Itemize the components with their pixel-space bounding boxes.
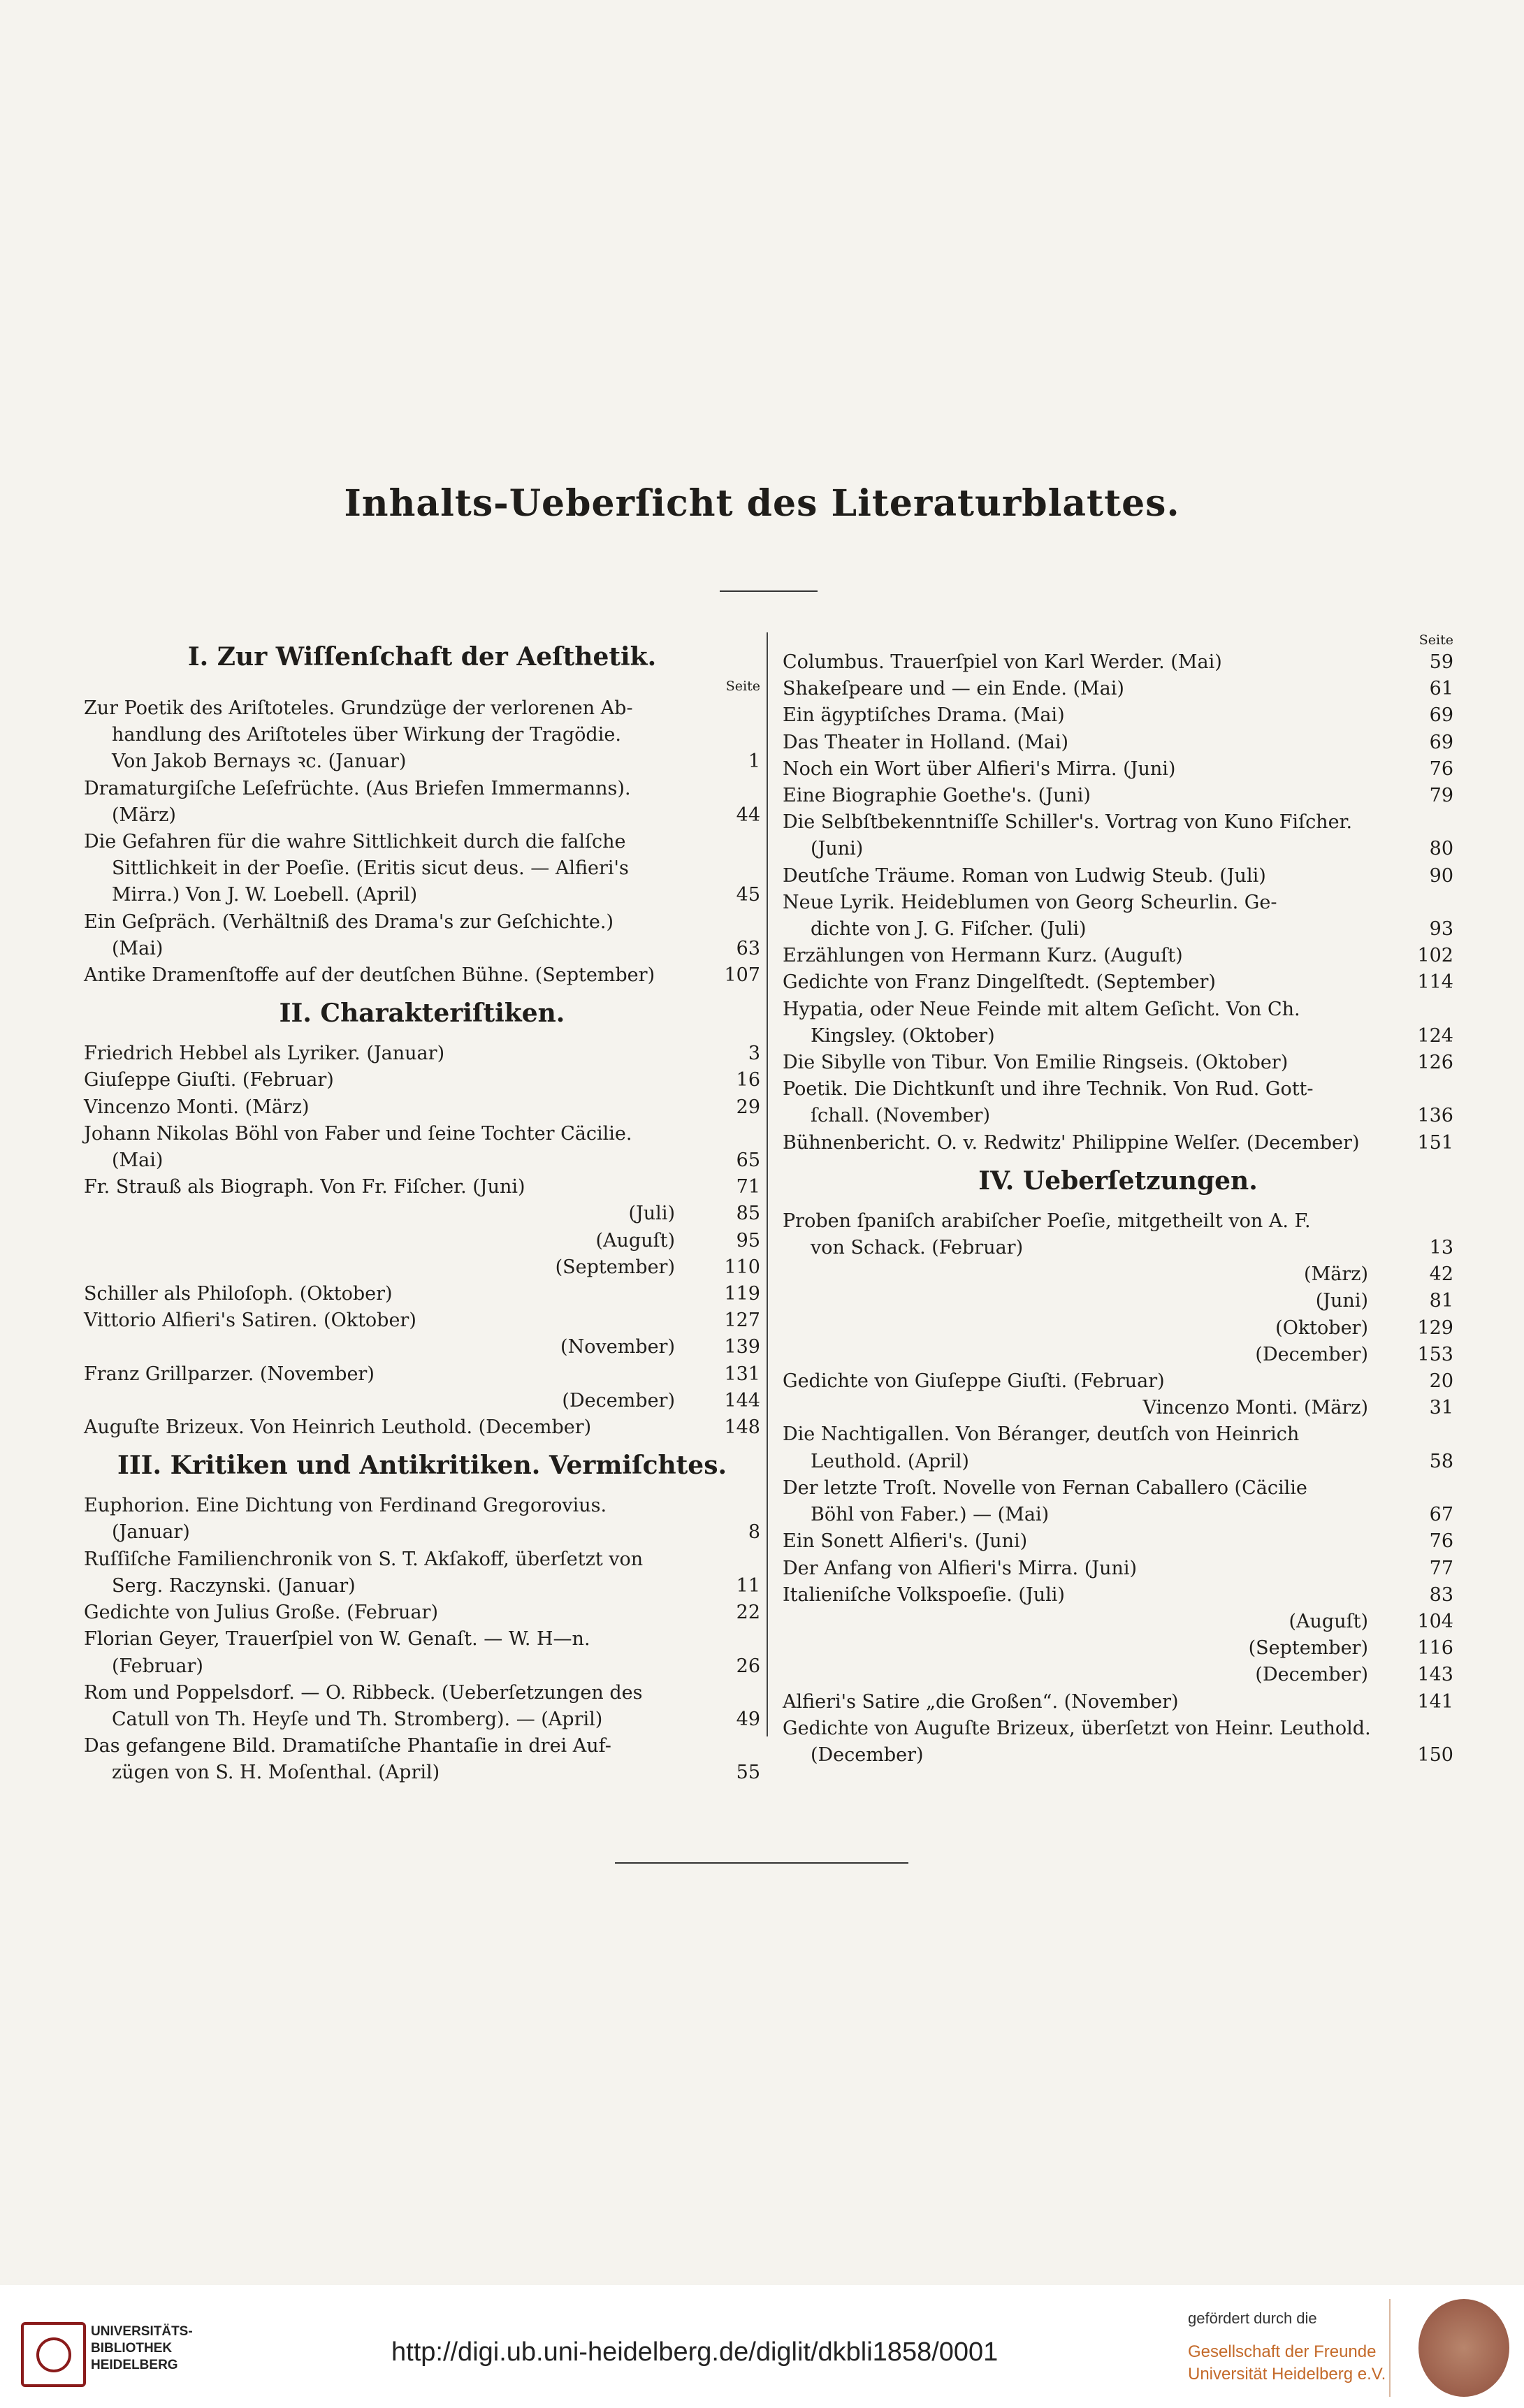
toc-entry-text: Die Nachtigallen. Von Béranger, deutſch von Heinrich <box>783 1423 1300 1446</box>
toc-entry-text: Vincenzo Monti. (März) <box>84 1096 310 1118</box>
toc-page-number: 102 <box>1417 945 1453 967</box>
toc-entry-text: Deutſche Träume. Roman von Ludwig Steub. (Juli) <box>783 864 1266 887</box>
toc-entry <box>783 783 1453 809</box>
toc-entry-text: (Juli) <box>628 1203 675 1225</box>
toc-entry-text: (November) <box>560 1336 675 1358</box>
toc-page-number: 71 <box>736 1176 760 1198</box>
toc-entry <box>84 1626 760 1679</box>
toc-entry-text: Schiller als Philoſoph. (Oktober) <box>84 1283 393 1305</box>
toc-entry <box>84 1174 760 1201</box>
toc-entry-text: Hypatia, oder Neue Feinde mit altem Geſicht. Von Ch. <box>783 998 1300 1020</box>
toc-page-number: 13 <box>1429 1237 1453 1259</box>
toc-entry-text: Dramaturgiſche Leſefrüchte. (Aus Briefen Immermanns). <box>84 777 631 799</box>
toc-page-number: 26 <box>736 1655 760 1677</box>
toc-entry-text: dichte von J. G. Fiſcher. (Juli) <box>811 918 1087 941</box>
toc-entry <box>783 1130 1453 1156</box>
toc-page-number: 124 <box>1417 1024 1453 1047</box>
toc-entry <box>783 1288 1453 1314</box>
toc-entry-text: Proben ſpaniſch arabiſcher Poeſie, mitgetheilt von A. F. <box>783 1210 1311 1232</box>
toc-entry <box>783 676 1453 702</box>
sponsor-lead: gefördert durch die <box>1188 2309 1317 2327</box>
toc-entry-text: (Mai) <box>112 1149 164 1172</box>
left-column <box>84 632 760 1787</box>
toc-entry <box>783 756 1453 783</box>
library-logo <box>21 2316 231 2393</box>
toc-entry-text: Ein Geſpräch. (Verhältniß des Drama's zur Geſchichte.) <box>84 911 614 933</box>
toc-entry-text: Gedichte von Julius Große. (Februar) <box>84 1602 438 1624</box>
toc-page-number: 1 <box>748 750 760 773</box>
toc-entry <box>783 1635 1453 1662</box>
toc-entry-text: Von Jakob Bernays ꝛc. (Januar) <box>112 750 407 773</box>
toc-entry-text: Der Anfang von Alfieri's Mirra. (Juni) <box>783 1557 1138 1579</box>
toc-page-number: 150 <box>1417 1743 1453 1766</box>
toc-entry-text: Eine Biographie Goethe's. (Juni) <box>783 785 1091 807</box>
toc-entry-text: Columbus. Trauerſpiel von Karl Werder. (Mai) <box>783 651 1222 673</box>
toc-entry-text: (September) <box>555 1256 675 1278</box>
seite-label: Seite <box>725 679 760 694</box>
toc-entry-text: Alfieri's Satire „die Großen“. (November) <box>783 1690 1179 1713</box>
toc-page-number: 95 <box>736 1229 760 1252</box>
toc-entry-text: Vittorio Alfieri's Satiren. (Oktober) <box>84 1310 416 1332</box>
toc-page-number: 76 <box>1429 1530 1453 1553</box>
toc-page-number: 104 <box>1417 1610 1453 1632</box>
toc-entry <box>783 1315 1453 1342</box>
toc-entry-text: Sittlichkeit in der Poeſie. (Eritis sicut deus. — Alfieri's <box>112 857 629 880</box>
toc-entry-text: Friedrich Hebbel als Lyriker. (Januar) <box>84 1043 445 1065</box>
toc-entry-text: Gedichte von Auguſte Brizeux, überſetzt von Heinr. Leuthold. <box>783 1717 1371 1739</box>
toc-page-number: 153 <box>1417 1343 1453 1365</box>
toc-entry-text: Leuthold. (April) <box>811 1450 969 1472</box>
toc-entry <box>84 909 760 962</box>
toc-page-number: 151 <box>1417 1131 1453 1154</box>
toc-page-number: 93 <box>1429 918 1453 941</box>
title-rule <box>720 590 818 592</box>
sponsor-line: Gesellschaft der Freunde <box>1188 2342 1377 2361</box>
toc-page-number: 129 <box>1417 1317 1453 1339</box>
toc-page-number: 90 <box>1429 864 1453 887</box>
toc-entry-text: (Auguſt) <box>595 1229 675 1252</box>
toc-entry-text: Johann Nikolas Böhl von Faber und ſeine Tochter Cäcilie. <box>84 1122 632 1145</box>
toc-entry-text: (März) <box>112 804 176 826</box>
toc-entry-text: Rom und Poppelsdorf. — O. Ribbeck. (Ueberſetzungen des <box>84 1681 643 1704</box>
toc-entry-text: Die Gefahren für die wahre Sittlichkeit durch die falſche <box>84 831 626 853</box>
toc-page-number: 77 <box>1429 1557 1453 1579</box>
toc-entry-text: ſchall. (November) <box>811 1105 990 1127</box>
toc-entry <box>783 1050 1453 1076</box>
toc-page-number: 114 <box>1417 971 1453 994</box>
toc-page-number: 65 <box>736 1149 760 1172</box>
toc-entry-text: (Juni) <box>1315 1290 1368 1312</box>
toc-page-number: 76 <box>1429 757 1453 780</box>
toc-entry <box>783 1689 1453 1716</box>
toc-entry-text: (Oktober) <box>1275 1317 1368 1339</box>
toc-page-number: 85 <box>736 1203 760 1225</box>
toc-entry <box>783 1368 1453 1395</box>
toc-entry-text: Zur Poetik des Ariſtoteles. Grundzüge der verlorenen Ab- <box>84 697 633 719</box>
column-divider <box>767 632 768 1736</box>
toc-entry-text: Franz Grillparzer. (November) <box>84 1363 375 1385</box>
toc-page-number: 22 <box>736 1602 760 1624</box>
toc-page-number: 148 <box>724 1416 760 1439</box>
toc-page-number: 79 <box>1429 785 1453 807</box>
toc-entry <box>783 1662 1453 1688</box>
toc-page-number: 45 <box>736 884 760 906</box>
logo-line: BIBLIOTHEK <box>91 2341 173 2356</box>
toc-entry-text: Erzählungen von Hermann Kurz. (Auguſt) <box>783 945 1183 967</box>
toc-entry <box>783 649 1453 676</box>
toc-page-number: 58 <box>1429 1450 1453 1472</box>
toc-entry-text: Ruſſiſche Familienchronik von S. T. Akſakoff, überſetzt von <box>84 1548 644 1570</box>
toc-page-number: 143 <box>1417 1664 1453 1686</box>
toc-entry-text: (Februar) <box>112 1655 203 1677</box>
toc-entry-text: von Schack. (Februar) <box>811 1237 1024 1259</box>
toc-entry <box>84 1307 760 1334</box>
library-logo-text <box>91 2323 193 2374</box>
toc-page-number: 11 <box>736 1574 760 1597</box>
toc-page-number: 3 <box>748 1043 760 1065</box>
sponsor-line: Universität Heidelberg e.V. <box>1188 2365 1386 2384</box>
section-heading: I. Zur Wiſſenſchaft der Aeſthetik. <box>187 642 657 672</box>
toc-page-number: 61 <box>1429 678 1453 700</box>
toc-page-number: 59 <box>1429 651 1453 673</box>
toc-page-number: 63 <box>736 937 760 959</box>
toc-entry <box>84 776 760 829</box>
toc-entry-text: Das gefangene Bild. Dramatiſche Phantaſie in drei Auf- <box>84 1735 611 1757</box>
toc-entry <box>84 1254 760 1281</box>
toc-entry-text: Euphorion. Eine Dichtung von Ferdinand Gregorovius. <box>84 1495 607 1517</box>
toc-entry-text: Catull von Th. Heyſe und Th. Stromberg). — (April) <box>112 1708 603 1730</box>
toc-entry-text: Auguſte Brizeux. Von Heinrich Leuthold. (December) <box>84 1416 592 1439</box>
toc-entry-text: zügen von S. H. Moſenthal. (April) <box>112 1762 440 1784</box>
bottom-rule <box>615 1862 908 1864</box>
logo-line: HEIDELBERG <box>91 2358 178 2372</box>
toc-entry-text: Florian Geyer, Trauerſpiel von W. Genaſt. — W. H—n. <box>84 1628 590 1651</box>
toc-entry <box>783 1208 1453 1261</box>
toc-entry <box>783 1528 1453 1555</box>
toc-entry <box>84 1228 760 1254</box>
toc-page-number: 67 <box>1429 1504 1453 1526</box>
toc-entry <box>783 890 1453 943</box>
footer-divider <box>1389 2299 1391 2397</box>
toc-entry-text: Serg. Raczynski. (Januar) <box>112 1574 356 1597</box>
toc-entry-text: Italieniſche Volkspoeſie. (Juli) <box>783 1583 1065 1606</box>
toc-entry <box>84 1281 760 1307</box>
toc-entry <box>783 702 1453 729</box>
toc-entry-text: Giuſeppe Giuſti. (Februar) <box>84 1069 334 1091</box>
toc-entry-text: handlung des Ariſtoteles über Wirkung der Tragödie. <box>112 724 621 746</box>
toc-entry <box>783 809 1453 862</box>
toc-entry-text: Das Theater in Holland. (Mai) <box>783 731 1069 753</box>
toc-page-number: 83 <box>1429 1583 1453 1606</box>
toc-entry <box>783 969 1453 996</box>
toc-entry-text: Poetik. Die Dichtkunſt und ihre Technik. Von Rud. Gott- <box>783 1078 1314 1101</box>
toc-entry <box>84 1067 760 1094</box>
toc-entry-text: Gedichte von Giuſeppe Giuſti. (Februar) <box>783 1370 1165 1393</box>
toc-page-number: 110 <box>724 1256 760 1278</box>
section-heading: III. Kritiken und Antikritiken. Vermiſchtes. <box>117 1451 727 1481</box>
toc-entry-text: Neue Lyrik. Heideblumen von Georg Scheurlin. Ge- <box>783 891 1277 913</box>
toc-entry-text: Der letzte Troſt. Novelle von Fernan Caballero (Cäcilie <box>783 1477 1307 1499</box>
toc-entry-text: (März) <box>1304 1263 1368 1286</box>
toc-entry <box>783 1475 1453 1528</box>
toc-entry-text: (Juni) <box>811 838 864 860</box>
toc-entry <box>783 943 1453 969</box>
toc-entry-text: Vincenzo Monti. (März) <box>1142 1397 1368 1419</box>
toc-page-number: 144 <box>724 1389 760 1412</box>
source-url-link[interactable]: http://digi.ub.uni-heidelberg.de/diglit/dkbli1858/0001 <box>391 2337 999 2367</box>
toc-page-number: 29 <box>736 1096 760 1118</box>
toc-entry-text: Die Sibylle von Tibur. Von Emilie Ringseis. (Oktober) <box>783 1052 1289 1074</box>
toc-entry <box>783 1076 1453 1129</box>
toc-entry <box>84 1388 760 1414</box>
toc-entry <box>84 1121 760 1174</box>
toc-entry-text: (December) <box>1255 1343 1368 1365</box>
toc-entry-text: Fr. Strauß als Biograph. Von Fr. Fiſcher. (Juni) <box>84 1176 525 1198</box>
toc-page-number: 141 <box>1417 1690 1453 1713</box>
toc-entry-text: (Mai) <box>112 937 164 959</box>
toc-entry <box>84 1733 760 1786</box>
toc-page-number: 126 <box>1417 1052 1453 1074</box>
toc-page-number: 42 <box>1429 1263 1453 1286</box>
toc-entry-text: Böhl von Faber.) — (Mai) <box>811 1504 1050 1526</box>
page-title: Inhalts-Ueberſicht des Literaturblattes. <box>344 482 1180 525</box>
toc-page-number: 80 <box>1429 838 1453 860</box>
toc-page-number: 119 <box>724 1283 760 1305</box>
toc-entry <box>783 1716 1453 1769</box>
toc-entry <box>84 1414 760 1441</box>
library-logo-icon <box>21 2322 86 2387</box>
toc-entry-text: (December) <box>1255 1664 1368 1686</box>
toc-entry-text: (September) <box>1248 1637 1368 1660</box>
toc-entry-text: Noch ein Wort über Alfieri's Mirra. (Juni) <box>783 757 1176 780</box>
toc-entry <box>783 1609 1453 1635</box>
toc-entry-text: Gedichte von Franz Dingelſtedt. (September) <box>783 971 1216 994</box>
toc-page-number: 49 <box>736 1708 760 1730</box>
toc-entry-text: Mirra.) Von J. W. Loebell. (April) <box>112 884 418 906</box>
toc-entry-text: (Januar) <box>112 1521 190 1544</box>
toc-entry <box>783 1555 1453 1582</box>
section-heading: II. Charakteriſtiken. <box>279 999 565 1029</box>
toc-entry <box>783 996 1453 1050</box>
toc-entry <box>783 730 1453 756</box>
seite-label: Seite <box>1418 632 1453 648</box>
toc-entry-text: Ein Sonett Alfieri's. (Juni) <box>783 1530 1028 1553</box>
toc-entry <box>84 1040 760 1067</box>
toc-page-number: 69 <box>1429 704 1453 727</box>
toc-page-number: 81 <box>1429 1290 1453 1312</box>
toc-page-number: 127 <box>724 1310 760 1332</box>
toc-entry-text: (December) <box>811 1743 924 1766</box>
toc-entry <box>84 829 760 909</box>
university-seal-icon <box>1418 2299 1509 2397</box>
toc-entry <box>783 863 1453 890</box>
toc-page-number: 20 <box>1429 1370 1453 1393</box>
toc-entry-text: Antike Dramenſtoffe auf der deutſchen Bühne. (September) <box>84 964 655 987</box>
toc-page-number: 69 <box>1429 731 1453 753</box>
toc-page-number: 44 <box>736 804 760 826</box>
toc-entry-text: Kingsley. (Oktober) <box>811 1024 995 1047</box>
right-column <box>783 632 1453 1769</box>
toc-entry-text: (December) <box>562 1389 675 1412</box>
toc-page-number: 55 <box>736 1762 760 1784</box>
toc-entry <box>84 962 760 989</box>
sponsor-name <box>1188 2341 1386 2386</box>
toc-entry <box>84 1201 760 1227</box>
toc-entry <box>84 1680 760 1733</box>
toc-entry <box>84 1493 760 1546</box>
toc-page-number: 8 <box>748 1521 760 1544</box>
toc-entry-text: (Auguſt) <box>1289 1610 1368 1632</box>
toc-entry <box>783 1261 1453 1288</box>
toc-page-number: 136 <box>1417 1105 1453 1127</box>
toc-entry <box>84 1361 760 1388</box>
section-heading: IV. Ueberſetzungen. <box>978 1166 1258 1196</box>
toc-entry-text: Shakeſpeare und — ein Ende. (Mai) <box>783 678 1124 700</box>
toc-entry <box>84 695 760 776</box>
toc-entry-text: Die Selbſtbekenntniſſe Schiller's. Vortrag von Kuno Fiſcher. <box>783 811 1353 834</box>
toc-entry <box>84 1334 760 1361</box>
toc-page-number: 131 <box>724 1363 760 1385</box>
toc-entry <box>783 1395 1453 1421</box>
toc-entry <box>783 1342 1453 1368</box>
toc-page-number: 116 <box>1417 1637 1453 1660</box>
toc-entry <box>783 1421 1453 1474</box>
toc-entry <box>84 1094 760 1121</box>
toc-entry <box>84 1546 760 1600</box>
toc-page-number: 31 <box>1429 1397 1453 1419</box>
toc-entry <box>783 1582 1453 1609</box>
toc-page-number: 16 <box>736 1069 760 1091</box>
toc-page-number: 107 <box>724 964 760 987</box>
toc-page-number: 139 <box>724 1336 760 1358</box>
toc-entry-text: Ein ägyptiſches Drama. (Mai) <box>783 704 1065 727</box>
logo-line: UNIVERSITÄTS- <box>91 2324 193 2339</box>
toc-entry <box>84 1600 760 1626</box>
toc-entry-text: Bühnenbericht. O. v. Redwitz' Philippine Welſer. (December) <box>783 1131 1360 1154</box>
